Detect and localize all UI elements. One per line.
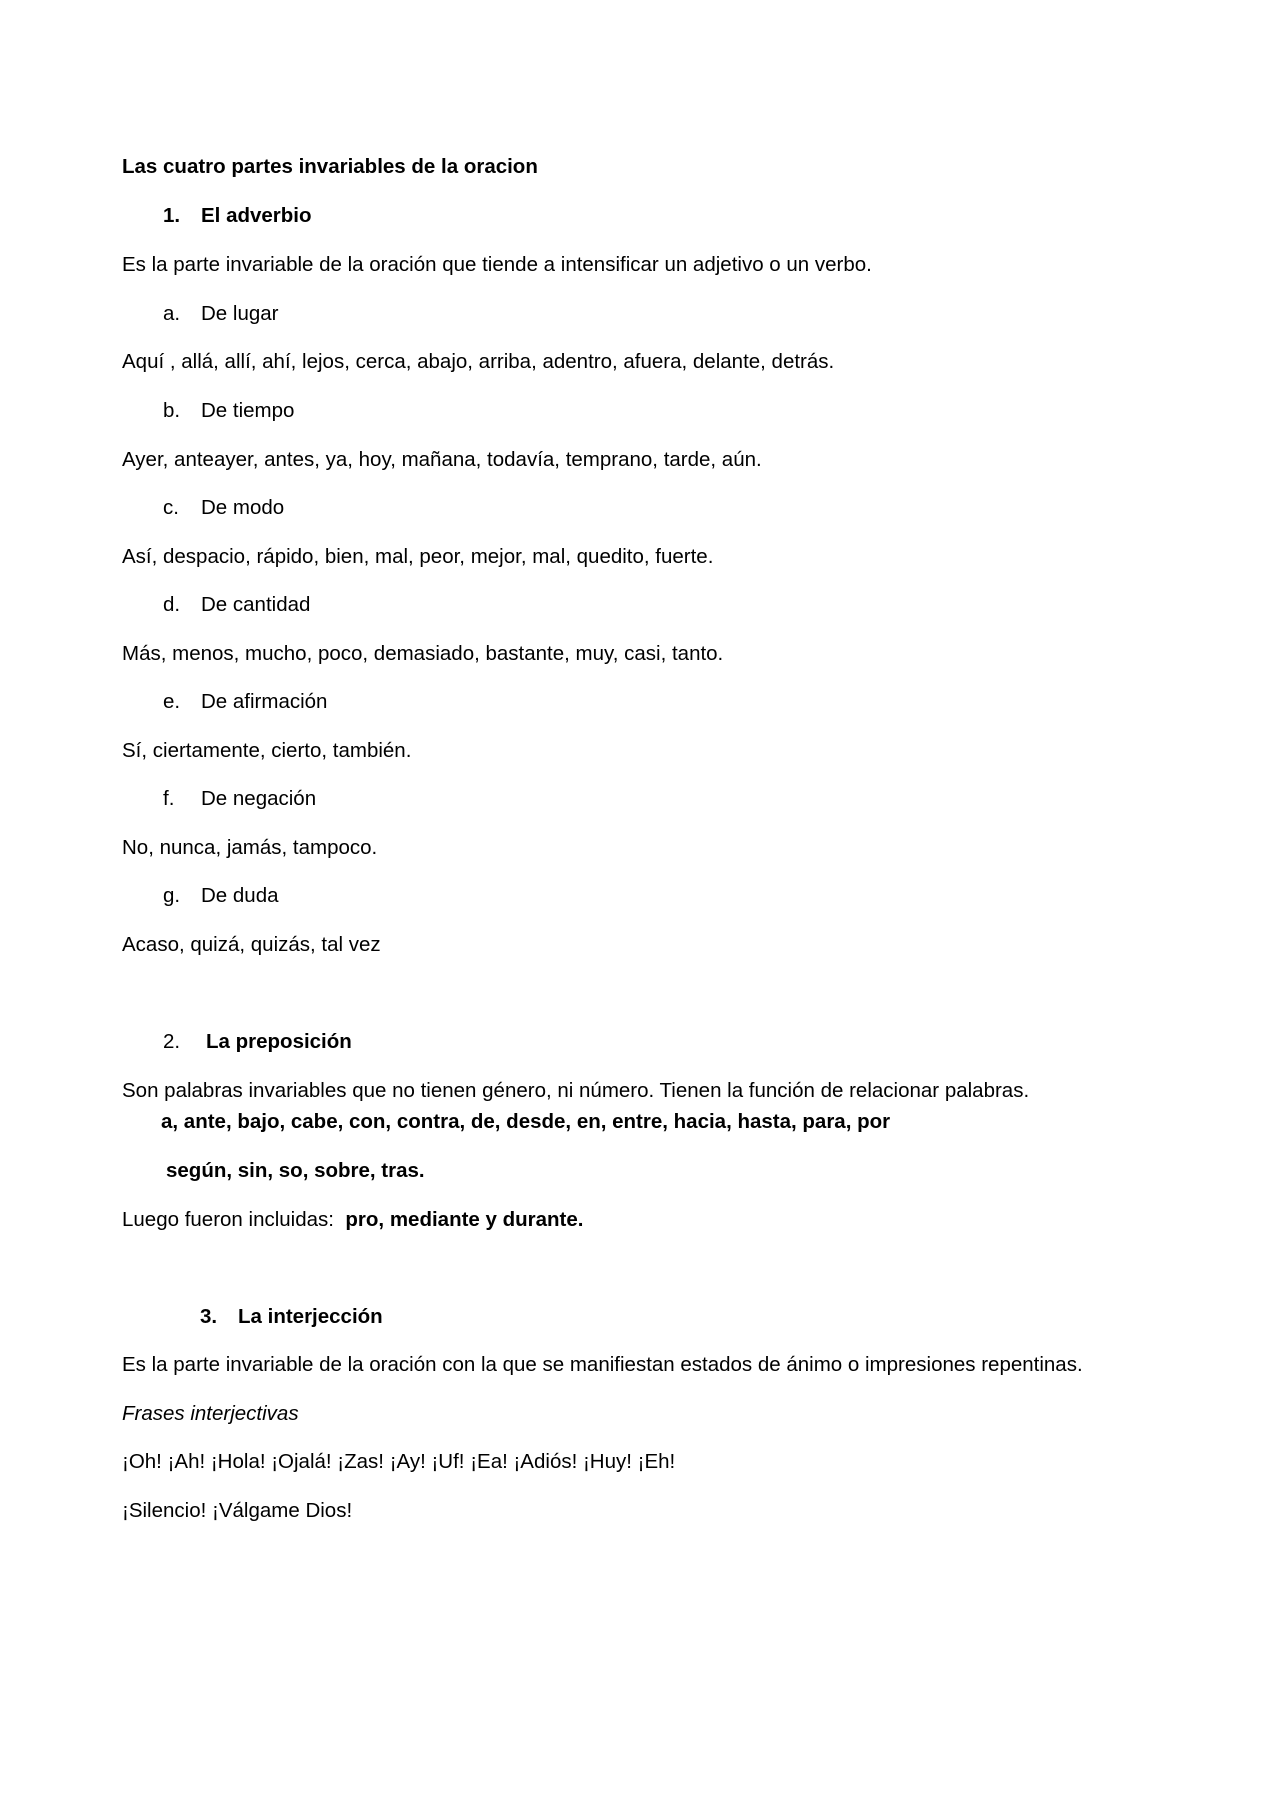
section-title: El adverbio <box>201 204 312 227</box>
section-number: 1. <box>163 204 181 227</box>
section-title: La preposición <box>206 1030 352 1053</box>
type-examples: Acaso, quizá, quizás, tal vez <box>122 933 381 956</box>
type-examples: Aquí , allá, allí, ahí, lejos, cerca, abajo, arriba, adentro, afuera, delante, detrás. <box>122 350 835 373</box>
preposicion-later <box>122 1208 583 1233</box>
list-label: De duda <box>201 884 279 907</box>
list-item-type <box>163 496 284 521</box>
list-label: De lugar <box>201 302 279 325</box>
list-letter: f. <box>163 787 175 810</box>
preposicion-list-line-1: a, ante, bajo, cabe, con, contra, de, desde, en, entre, hacia, hasta, para, por <box>161 1110 891 1133</box>
later-list: pro, mediante y durante. <box>345 1208 584 1231</box>
later-label: Luego fueron incluidas: <box>122 1208 334 1231</box>
list-item-type <box>163 690 327 715</box>
section-heading-preposicion <box>163 1030 352 1055</box>
section-number: 2. <box>163 1030 181 1053</box>
preposicion-list-line-2: según, sin, so, sobre, tras. <box>166 1159 425 1182</box>
list-item-type <box>163 399 294 424</box>
interjeccion-subheading: Frases interjectivas <box>122 1402 299 1425</box>
list-letter: d. <box>163 593 181 616</box>
section-heading-interjeccion <box>200 1305 383 1330</box>
interjeccion-examples-line-1: ¡Oh! ¡Ah! ¡Hola! ¡Ojalá! ¡Zas! ¡Ay! ¡Uf! ¡Ea! ¡Adiós! ¡Huy! ¡Eh! <box>122 1450 676 1473</box>
list-letter: b. <box>163 399 181 422</box>
type-examples: No, nunca, jamás, tampoco. <box>122 836 378 859</box>
list-label: De tiempo <box>201 399 295 422</box>
interjeccion-examples-line-2: ¡Silencio! ¡Válgame Dios! <box>122 1499 353 1522</box>
type-examples: Ayer, anteayer, antes, ya, hoy, mañana, todavía, temprano, tarde, aún. <box>122 448 762 471</box>
section-title: La interjección <box>238 1305 383 1328</box>
list-label: De negación <box>201 787 317 810</box>
adverbio-definition: Es la parte invariable de la oración que tiende a intensificar un adjetivo o un verbo. <box>122 253 872 276</box>
type-examples: Sí, ciertamente, cierto, también. <box>122 739 412 762</box>
preposicion-definition: Son palabras invariables que no tienen género, ni número. Tienen la función de relacionar palabras. <box>122 1079 1030 1102</box>
list-label: De cantidad <box>201 593 311 616</box>
type-examples: Así, despacio, rápido, bien, mal, peor, mejor, mal, quedito, fuerte. <box>122 545 714 568</box>
list-label: De afirmación <box>201 690 328 713</box>
section-heading-adverbio <box>163 204 312 229</box>
list-letter: g. <box>163 884 181 907</box>
list-item-type <box>163 302 279 327</box>
list-label: De modo <box>201 496 285 519</box>
list-item-type <box>163 593 310 618</box>
document-title: Las cuatro partes invariables de la oracion <box>122 155 538 178</box>
list-item-type <box>163 884 279 909</box>
list-letter: e. <box>163 690 181 713</box>
list-item-type <box>163 787 316 812</box>
list-letter: c. <box>163 496 179 519</box>
interjeccion-definition: Es la parte invariable de la oración con la que se manifiestan estados de ánimo o impresiones repentinas. <box>122 1353 1083 1376</box>
type-examples: Más, menos, mucho, poco, demasiado, bastante, muy, casi, tanto. <box>122 642 724 665</box>
section-number: 3. <box>200 1305 218 1328</box>
list-letter: a. <box>163 302 181 325</box>
